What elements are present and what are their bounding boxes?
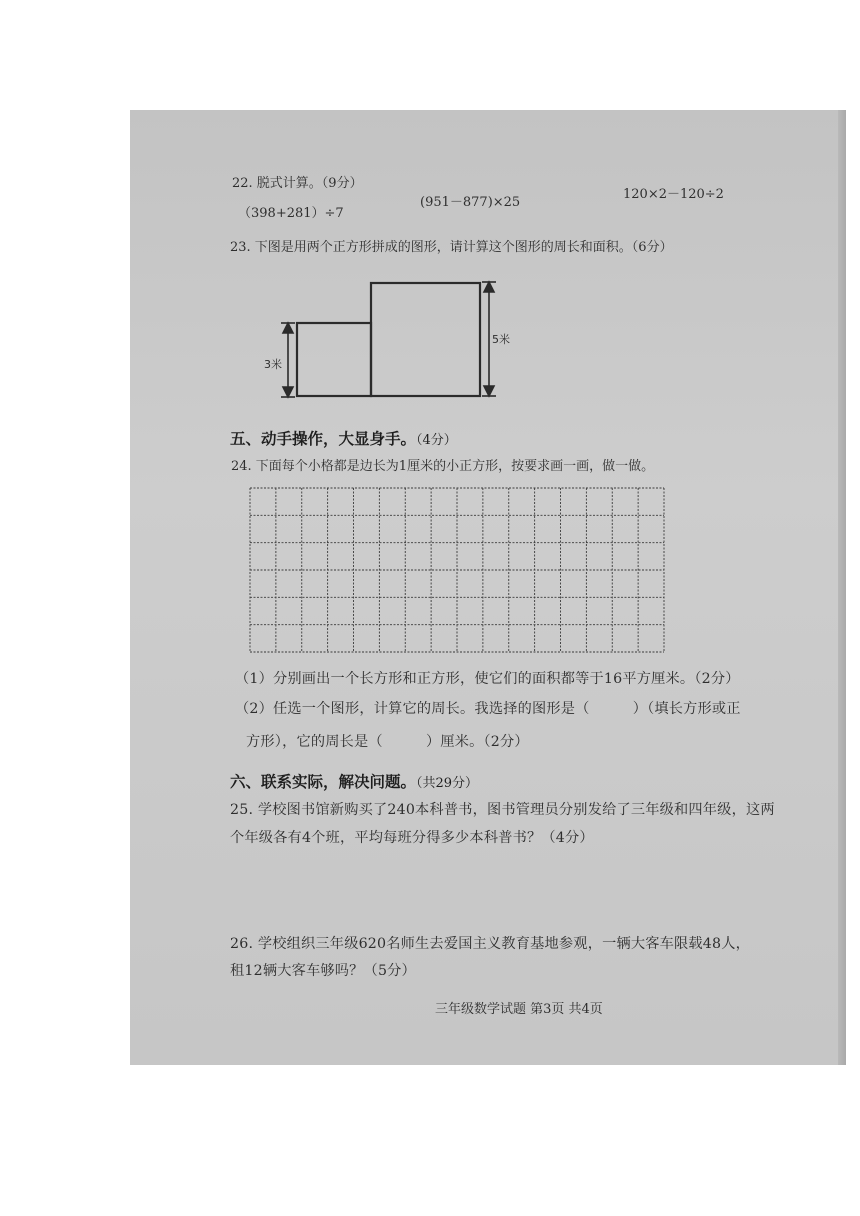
section6-title: 六、联系实际，解决问题。 xyxy=(230,772,417,791)
figure-outline xyxy=(297,283,480,396)
q22-expression-2: (951－877)×25 xyxy=(420,195,521,210)
q26-line2: 租12辆大客车够吗？（5分） xyxy=(230,963,416,979)
section5-title: 五、动手操作，大显身手。 xyxy=(230,429,417,448)
q24-part2-line2: 方形），它的周长是（ ）厘米。（2分） xyxy=(246,734,529,750)
q23-title: 23. 下图是用两个正方形拼成的图形，请计算这个图形的周长和面积。（6分） xyxy=(230,240,673,255)
q26-line1: 26. 学校组织三年级620名师生去爱国主义教育基地参观，一辆大客车限载48人， xyxy=(230,936,751,952)
q22-expression-1: （398+281）÷7 xyxy=(238,206,344,221)
dimension-arrow-small xyxy=(281,323,295,397)
page-footer: 三年级数学试题 第3页 共4页 xyxy=(435,1002,603,1017)
q22-expression-3: 120×2－120÷2 xyxy=(623,187,724,202)
section5-points: （4分） xyxy=(416,433,457,448)
q24-title: 24. 下面每个小格都是边长为1厘米的小正方形，按要求画一画，做一做。 xyxy=(231,459,655,474)
q25-line2: 个年级各有4个班，平均每班分得多少本科普书？（4分） xyxy=(230,830,594,846)
label-3m: 3米 xyxy=(264,358,282,371)
q23-two-squares-figure xyxy=(255,270,525,410)
q22-title: 22. 脱式计算。（9分） xyxy=(232,176,363,191)
big-square xyxy=(371,283,480,396)
label-5m: 5米 xyxy=(492,333,510,346)
section5-heading xyxy=(230,427,457,449)
small-square xyxy=(297,323,371,396)
section6-heading xyxy=(230,770,478,792)
section6-points: （共29分） xyxy=(416,776,479,791)
q25-line1: 25. 学校图书馆新购买了240本科普书，图书管理员分别发给了三年级和四年级，这两 xyxy=(230,802,775,818)
q24-drawing-grid[interactable] xyxy=(248,486,666,654)
q24-part1: （1）分别画出一个长方形和正方形，使它们的面积都等于16平方厘米。（2分） xyxy=(235,671,740,687)
q24-part2-line1: （2）任选一个图形，计算它的周长。我选择的图形是（ ）（填长方形或正 xyxy=(235,701,741,717)
page-edge-shadow xyxy=(838,110,846,1065)
